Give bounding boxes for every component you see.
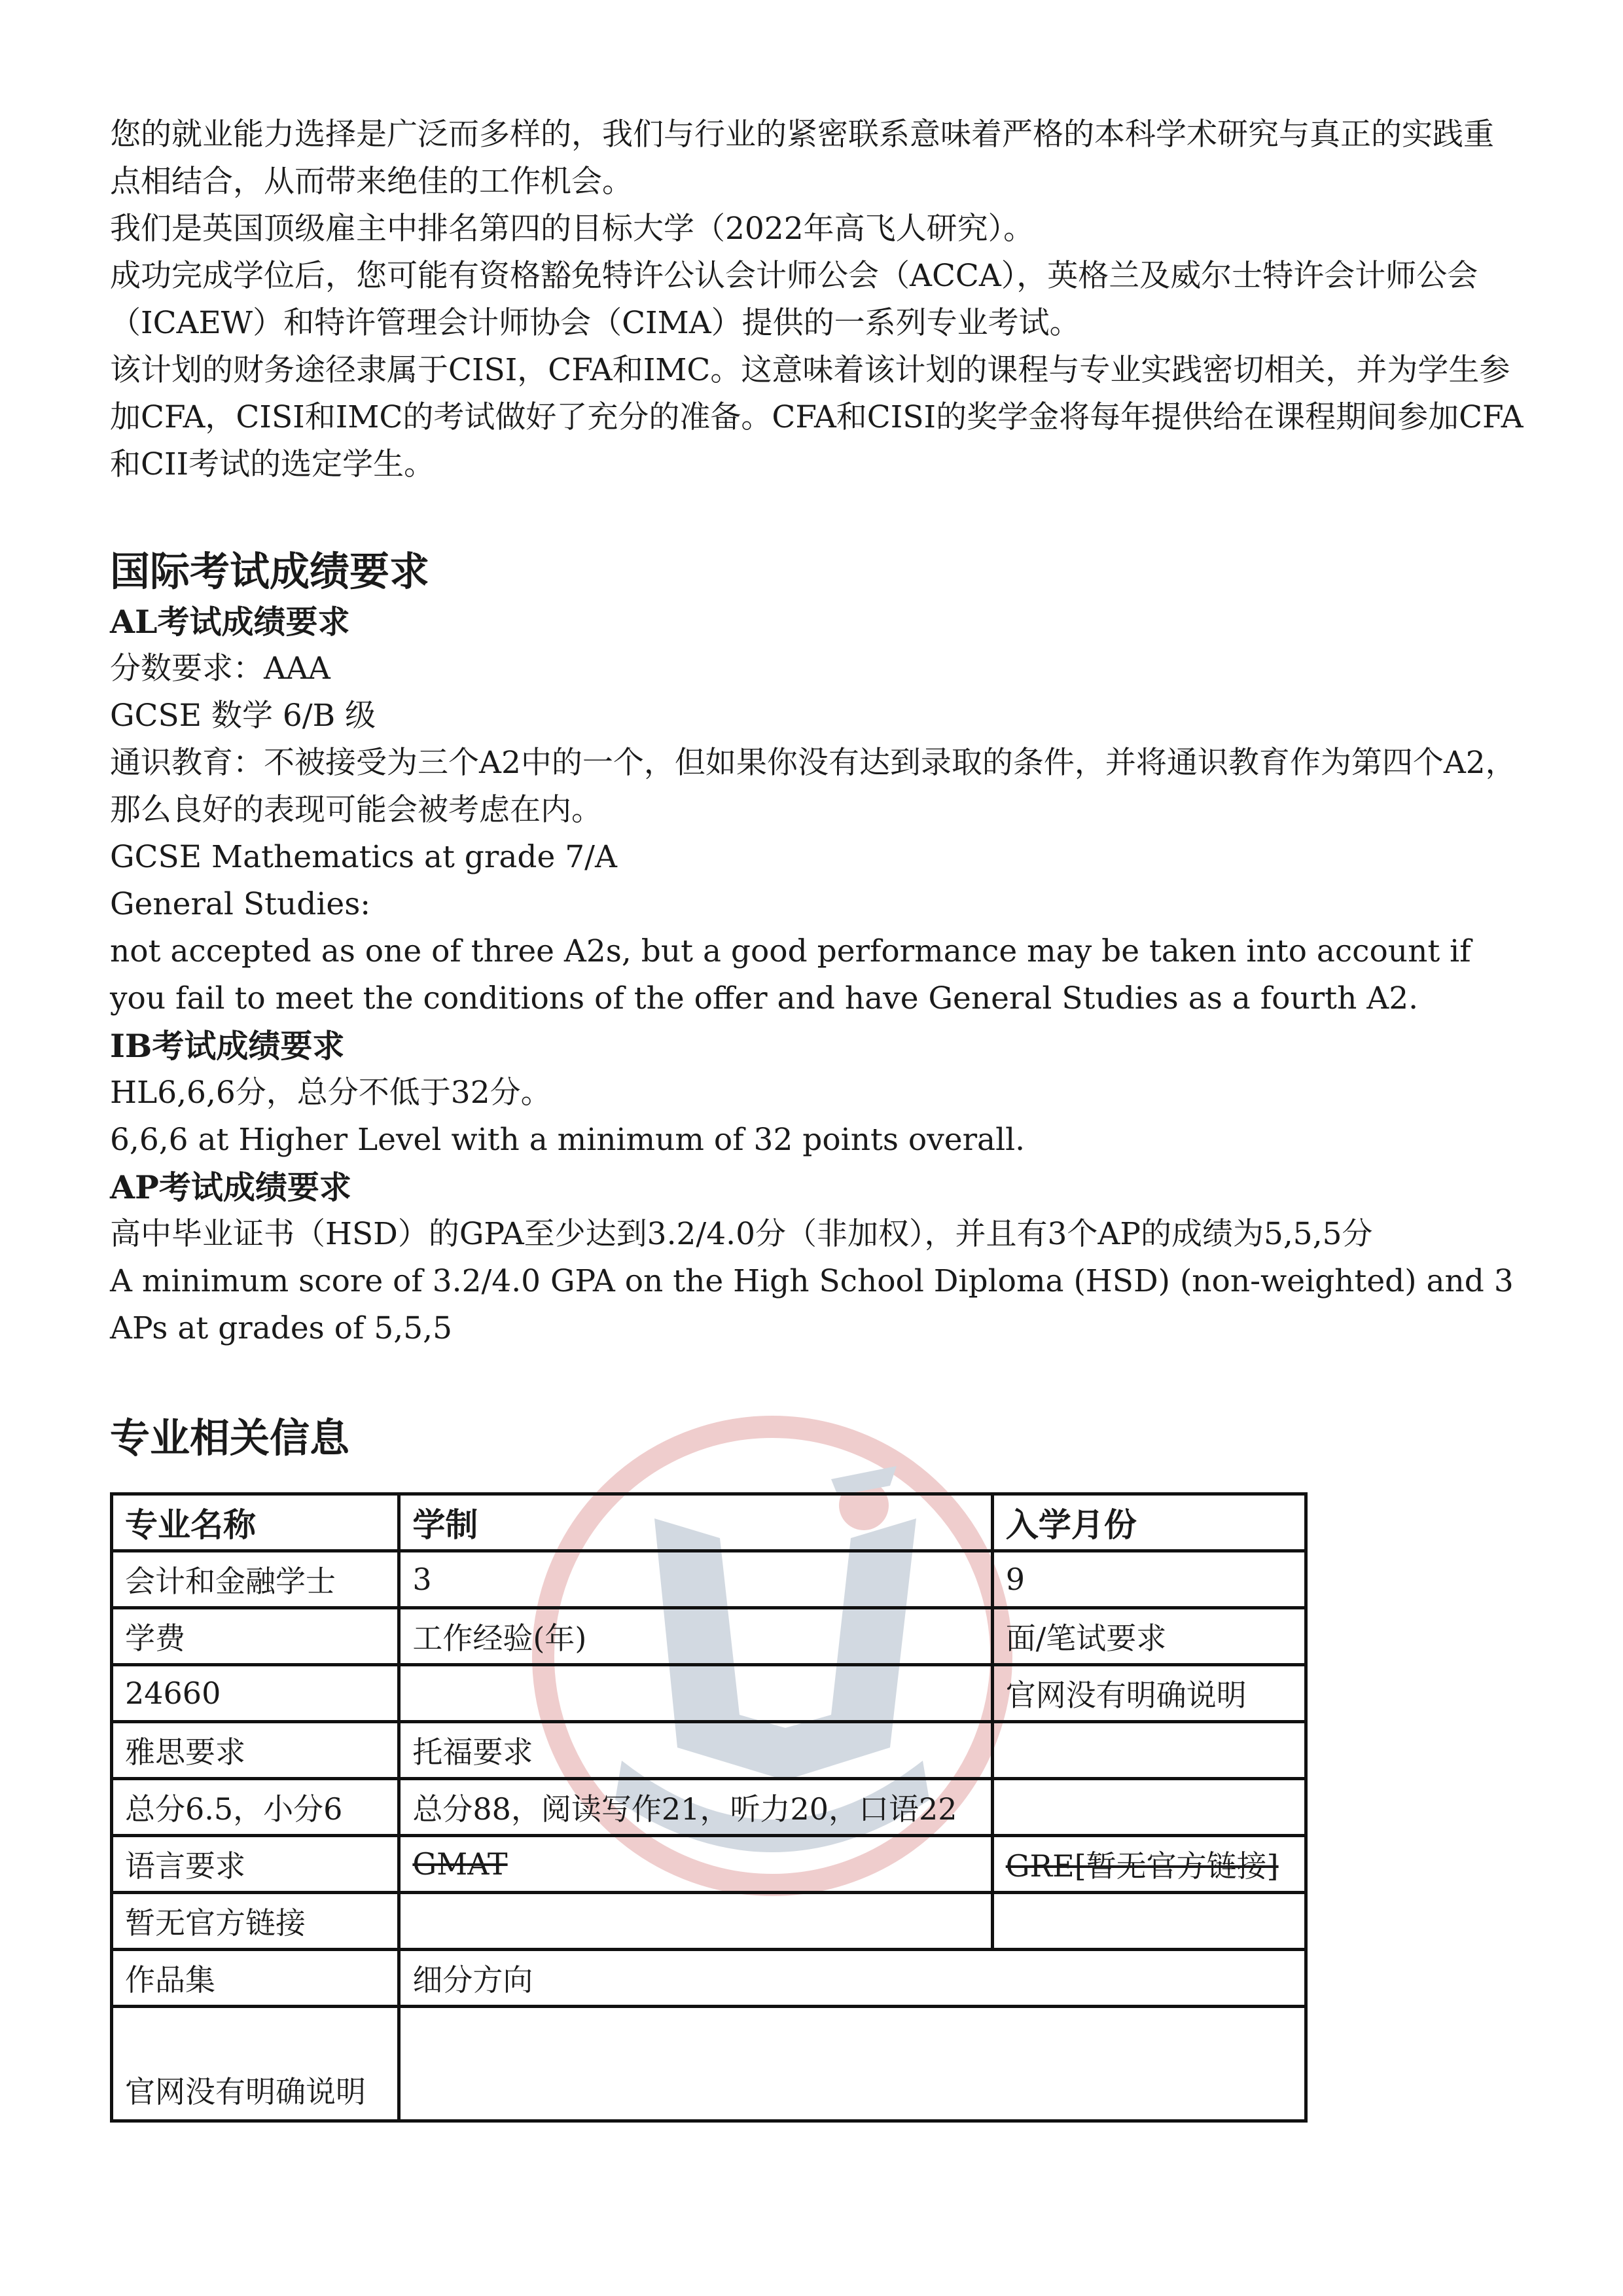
al-line: 分数要求：AAA [110, 651, 330, 687]
table-cell [992, 1722, 1306, 1779]
ib-line: 6,6,6 at Higher Level with a minimum of 32 points overall. [110, 1122, 1026, 1158]
table-cell: 语言要求 [112, 1836, 399, 1893]
intro-paragraph: 该计划的财务途径隶属于CISI，CFA和IMC。这意味着该计划的课程与专业实践密切相关，并为学生参加CFA，CISI和IMC的考试做好了充分的准备。CFA和CISI的奖学金将每年提供给在课程期间参加CFA和CII考试的选定学生。 [110, 352, 1524, 482]
table-row [112, 1893, 1306, 1950]
ap-line: A minimum score of 3.2/4.0 GPA on the High School Diploma (HSD) (non-weighted) and 3 APs at grades of 5,5,5 [110, 1263, 1514, 1346]
table-cell: 24660 [112, 1665, 399, 1722]
ib-line: HL6,6,6分，总分不低于32分。 [110, 1075, 552, 1111]
exam-section-title: 国际考试成绩要求 [110, 548, 430, 595]
table-cell [399, 1893, 992, 1950]
ap-line: 高中毕业证书（HSD）的GPA至少达到3.2/4.0分（非加权），并且有3个AP的成绩为5,5,5分 [110, 1216, 1373, 1252]
intro-paragraph: 我们是英国顶级雇主中排名第四的目标大学（2022年高飞人研究）。 [110, 211, 1035, 247]
gmat-strikethrough: GMAT [412, 1846, 508, 1882]
program-info-table [110, 1492, 1308, 2123]
exam-requirements-section [110, 546, 1524, 1352]
table-row [112, 1608, 1306, 1665]
ib-heading: IB考试成绩要求 [110, 1027, 345, 1065]
table-cell: 总分6.5，小分6 [112, 1779, 399, 1836]
table-row [112, 1551, 1306, 1608]
intro-paragraph: 您的就业能力选择是广泛而多样的，我们与行业的紧密联系意味着严格的本科学术研究与真正的实践重点相结合，从而带来绝佳的工作机会。 [110, 117, 1494, 200]
table-cell: 专业名称 [112, 1494, 399, 1551]
table-cell: 入学月份 [992, 1494, 1306, 1551]
table-cell [992, 1779, 1306, 1836]
al-heading: AL考试成绩要求 [110, 603, 350, 641]
table-cell: 学费 [112, 1608, 399, 1665]
gre-strikethrough: GRE[暂无官方链接] [1005, 1848, 1279, 1884]
ap-heading: AP考试成绩要求 [110, 1168, 351, 1206]
table-cell: 雅思要求 [112, 1722, 399, 1779]
table-cell: 托福要求 [399, 1722, 992, 1779]
table-cell [399, 1836, 992, 1893]
intro-section [110, 111, 1524, 488]
intro-paragraph: 成功完成学位后，您可能有资格豁免特许公认会计师公会（ACCA），英格兰及威尔士特许会计师公会（ICAEW）和特许管理会计师协会（CIMA）提供的一系列专业考试。 [110, 258, 1478, 341]
table-cell: 学制 [399, 1494, 992, 1551]
al-line: GCSE Mathematics at grade 7/A [110, 839, 617, 875]
table-row [112, 2007, 1306, 2121]
table-cell: 官网没有明确说明 [112, 2007, 399, 2121]
table-row [112, 1950, 1306, 2007]
table-cell [992, 1893, 1306, 1950]
table-cell: 暂无官方链接 [112, 1893, 399, 1950]
table-cell: 9 [992, 1551, 1306, 1608]
al-line: GCSE 数学 6/B 级 [110, 698, 376, 734]
table-cell: 官网没有明确说明 [992, 1665, 1306, 1722]
table-cell [399, 1665, 992, 1722]
table-row [112, 1494, 1306, 1551]
table-cell: 面/笔试要求 [992, 1608, 1306, 1665]
table-cell [399, 2007, 1306, 2121]
table-row [112, 1836, 1306, 1893]
table-cell: 3 [399, 1551, 992, 1608]
table-row [112, 1722, 1306, 1779]
table-cell: 会计和金融学士 [112, 1551, 399, 1608]
table-row [112, 1665, 1306, 1722]
table-cell: 细分方向 [399, 1950, 1306, 2007]
table-cell: 作品集 [112, 1950, 399, 2007]
al-line: not accepted as one of three A2s, but a good performance may be taken into account if you fail to meet the conditions of the offer and have General Studies as a fourth A2. [110, 933, 1471, 1016]
table-cell [992, 1836, 1306, 1893]
program-section-title: 专业相关信息 [110, 1415, 350, 1462]
table-cell: 总分88，阅读写作21，听力20，口语22 [399, 1779, 992, 1836]
al-line: General Studies: [110, 886, 371, 922]
program-info-section [110, 1412, 1524, 1465]
table-row [112, 1779, 1306, 1836]
al-line: 通识教育：不被接受为三个A2中的一个，但如果你没有达到录取的条件，并将通识教育作为第四个A2，那么良好的表现可能会被考虑在内。 [110, 745, 1516, 828]
table-cell: 工作经验(年) [399, 1608, 992, 1665]
